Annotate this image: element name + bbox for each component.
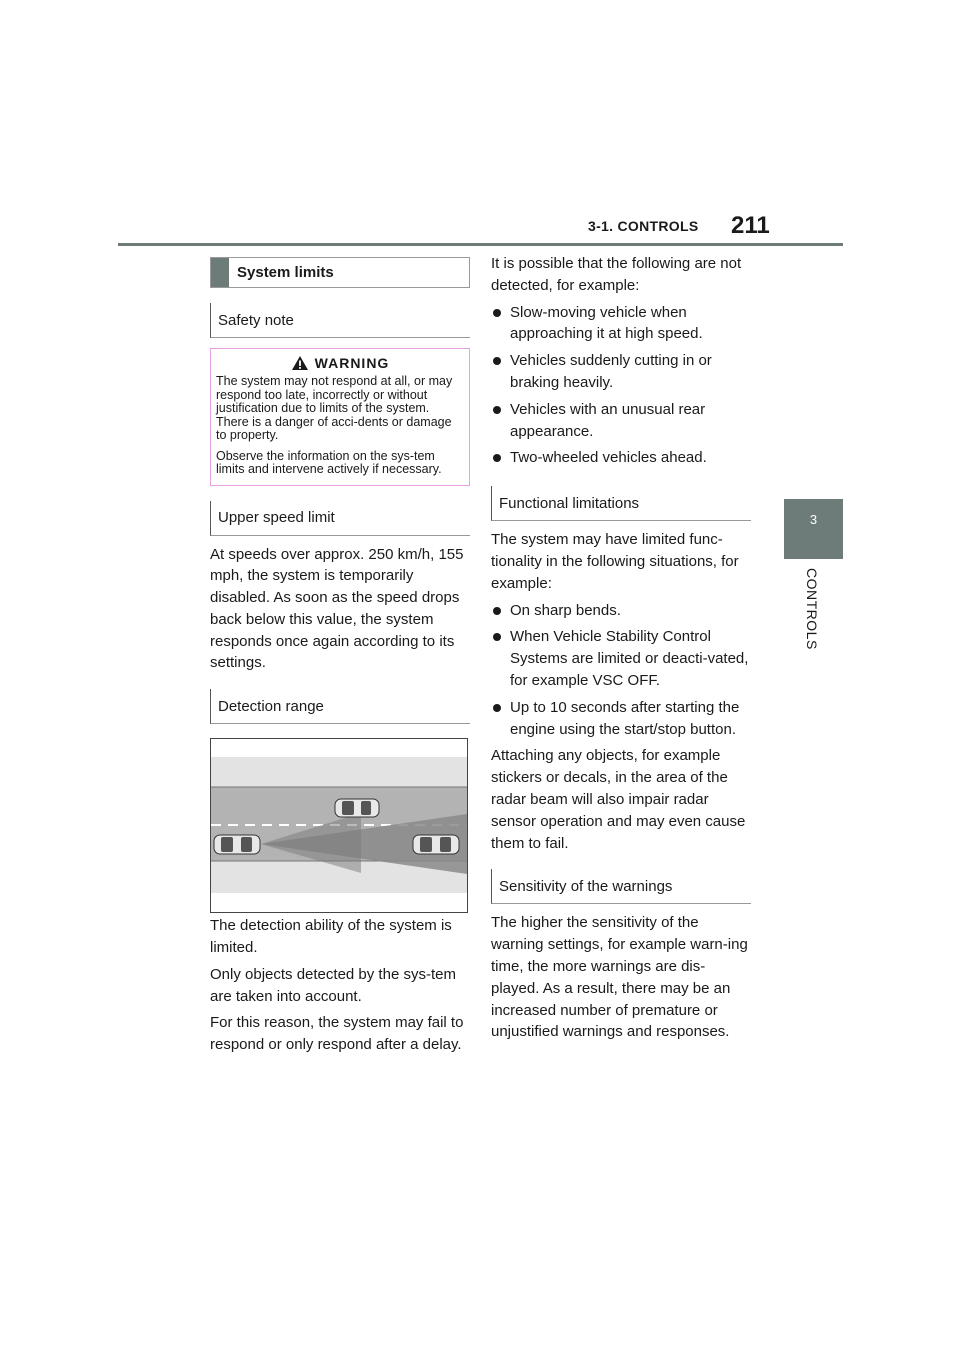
car-ahead-icon bbox=[335, 799, 379, 817]
detection-range-illustration bbox=[211, 739, 467, 912]
list-item: When Vehicle Stability Control Systems are limited or deacti-vated, for example VSC OFF. bbox=[491, 626, 751, 691]
own-car-icon bbox=[214, 835, 260, 854]
list-item: On sharp bends. bbox=[491, 600, 751, 622]
list-item: Vehicles with an unusual rear appearance. bbox=[491, 399, 751, 443]
car-far-icon bbox=[413, 835, 459, 854]
warning-para-1: The system may not respond at all, or may respond too late, incorrectly or without justification due to limits of the system. There is a danger of acci-dents or damage to property. bbox=[216, 374, 453, 442]
chapter-tab: 3 bbox=[784, 499, 843, 559]
list-item: Vehicles suddenly cutting in or braking heavily. bbox=[491, 350, 751, 394]
bullet-icon bbox=[493, 454, 501, 462]
list-item: Two-wheeled vehicles ahead. bbox=[491, 447, 751, 469]
left-column bbox=[210, 257, 470, 1061]
bullet-icon bbox=[493, 633, 501, 641]
functional-intro: The system may have limited func-tionality in the following situations, for example: bbox=[491, 531, 739, 592]
detection-range-figure bbox=[210, 738, 468, 913]
section-label: 3-1. CONTROLS bbox=[588, 218, 699, 234]
functional-limitations-heading: Functional limitations bbox=[491, 486, 751, 521]
list-item: Slow-moving vehicle when approaching it at high speed. bbox=[491, 302, 751, 346]
bullet-icon bbox=[493, 309, 501, 317]
sensitivity-paragraph: The higher the sensitivity of the warning settings, for example warn-ing time, the more warnings are dis-played. As a result, there may be an increased number of premature or unjustified warnings and responses. bbox=[491, 914, 748, 1041]
warning-triangle-icon bbox=[291, 355, 309, 371]
detection-paragraph-3: For this reason, the system may fail to respond or only respond after a delay. bbox=[210, 1014, 464, 1054]
warning-title-text: WARNING bbox=[314, 355, 390, 371]
speed-paragraph: At speeds over approx. 250 km/h, 155 mph, the system is temporarily disabled. As soon as the speed drops back below this value, the system responds once again according to its settings. bbox=[210, 545, 464, 672]
header-rule bbox=[118, 243, 843, 246]
sensitivity-heading: Sensitivity of the warnings bbox=[491, 869, 751, 904]
warning-box bbox=[210, 348, 470, 486]
warning-title bbox=[216, 355, 464, 371]
detection-paragraph-2: Only objects detected by the sys-tem are taken into account. bbox=[210, 965, 456, 1005]
detection-range-heading: Detection range bbox=[210, 689, 470, 724]
safety-note-heading: Safety note bbox=[210, 303, 470, 338]
detection-paragraph-1: The detection ability of the system is limited. bbox=[210, 917, 452, 957]
chapter-side-label: CONTROLS bbox=[804, 568, 820, 650]
functional-list bbox=[491, 600, 751, 741]
attach-paragraph: Attaching any objects, for example stickers or decals, in the area of the radar beam will also impair radar sensor operation and may even cause them to fail. bbox=[491, 747, 746, 852]
heading-text: System limits bbox=[237, 264, 334, 281]
heading-bar bbox=[211, 258, 229, 287]
list-item: Up to 10 seconds after starting the engine using the start/stop button. bbox=[491, 697, 751, 741]
bullet-icon bbox=[493, 406, 501, 414]
not-detected-list bbox=[491, 302, 751, 470]
page-number: 211 bbox=[731, 212, 770, 239]
bullet-icon bbox=[493, 357, 501, 365]
bullet-icon bbox=[493, 607, 501, 615]
upper-speed-limit-heading: Upper speed limit bbox=[210, 501, 470, 536]
right-column bbox=[491, 253, 751, 1048]
system-limits-heading bbox=[210, 257, 470, 288]
not-detected-intro: It is possible that the following are not detected, for example: bbox=[491, 255, 742, 294]
warning-para-2: Observe the information on the sys-tem limits and intervene actively if necessary. bbox=[216, 448, 442, 476]
bullet-icon bbox=[493, 704, 501, 712]
